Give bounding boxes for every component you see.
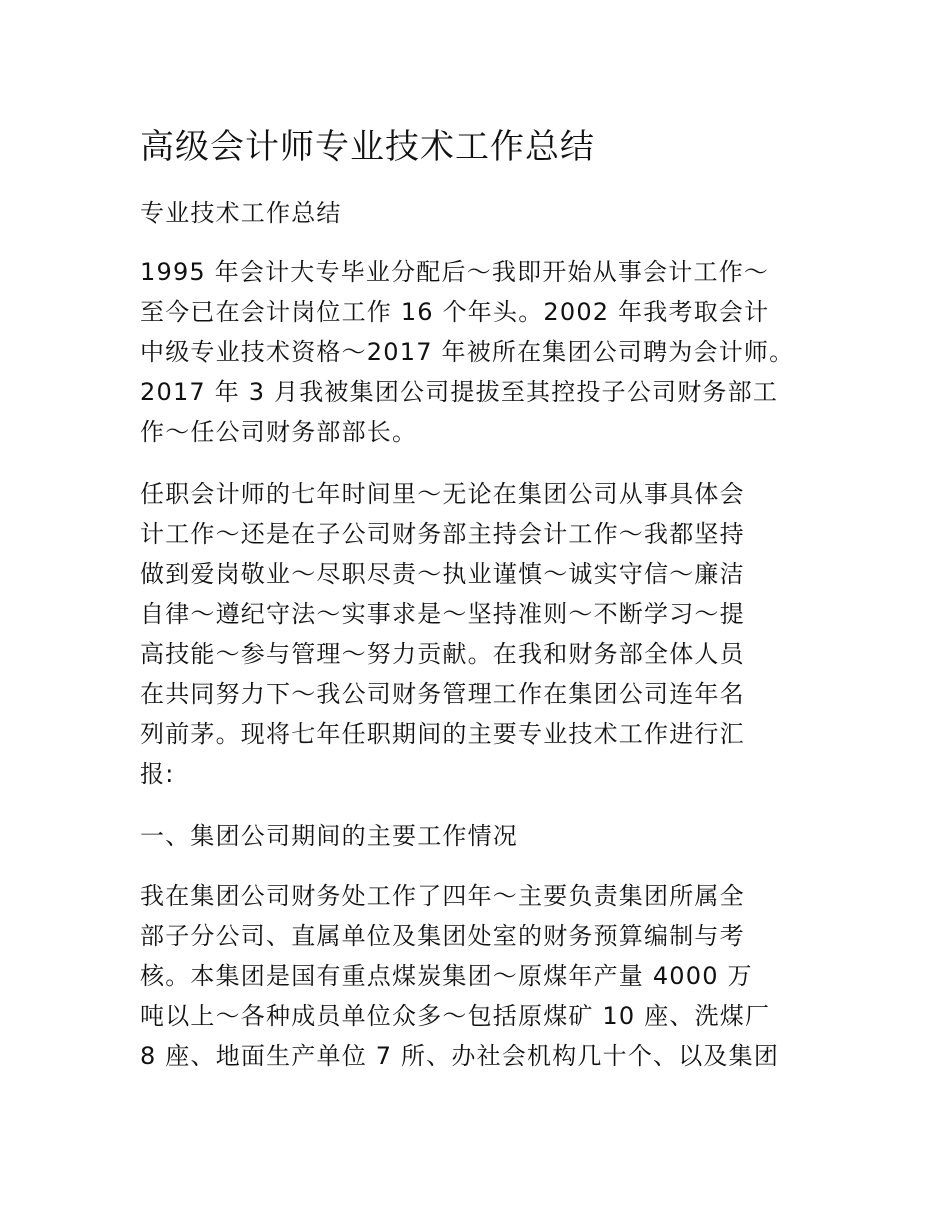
paragraph-line: 1995 年会计大专毕业分配后～我即开始从事会计工作～ bbox=[140, 258, 770, 286]
paragraph-line: 报: bbox=[140, 760, 175, 788]
paragraph-line: 8 座、地面生产单位 7 所、办社会机构几十个、以及集团 bbox=[140, 1042, 780, 1070]
paragraph-line: 在共同努力下～我公司财务管理工作在集团公司连年名 bbox=[140, 680, 745, 708]
paragraph-line: 列前茅。现将七年任职期间的主要专业技术工作进行汇 bbox=[140, 720, 745, 748]
paragraph-line: 自律～遵纪守法～实事求是～坚持准则～不断学习～提 bbox=[140, 600, 745, 628]
document-subtitle: 专业技术工作总结 bbox=[140, 199, 342, 227]
paragraph-line: 核。本集团是国有重点煤炭集团～原煤年产量 4000 万 bbox=[140, 962, 753, 990]
paragraph-line: 做到爱岗敬业～尽职尽责～执业谨慎～诚实守信～廉洁 bbox=[140, 560, 745, 588]
paragraph-line: 中级专业技术资格～2017 年被所在集团公司聘为会计师。 bbox=[140, 338, 795, 366]
paragraph-line: 吨以上～各种成员单位众多～包括原煤矿 10 座、洗煤厂 bbox=[140, 1002, 771, 1030]
document-title: 高级会计师专业技术工作总结 bbox=[140, 127, 595, 167]
paragraph-line: 任职会计师的七年时间里～无论在集团公司从事具体会 bbox=[140, 480, 745, 508]
paragraph-line: 高技能～参与管理～努力贡献。在我和财务部全体人员 bbox=[140, 640, 745, 668]
paragraph-line: 2017 年 3 月我被集团公司提拔至其控投子公司财务部工 bbox=[140, 378, 779, 406]
section-heading: 一、集团公司期间的主要工作情况 bbox=[140, 822, 518, 850]
paragraph-line: 作～任公司财务部部长。 bbox=[140, 418, 418, 446]
paragraph-line: 至今已在会计岗位工作 16 个年头。2002 年我考取会计 bbox=[140, 298, 770, 326]
paragraph-line: 我在集团公司财务处工作了四年～主要负责集团所属全 bbox=[140, 882, 745, 910]
paragraph-line: 计工作～还是在子公司财务部主持会计工作～我都坚持 bbox=[140, 520, 745, 548]
paragraph-line: 部子分公司、直属单位及集团处室的财务预算编制与考 bbox=[140, 922, 745, 950]
